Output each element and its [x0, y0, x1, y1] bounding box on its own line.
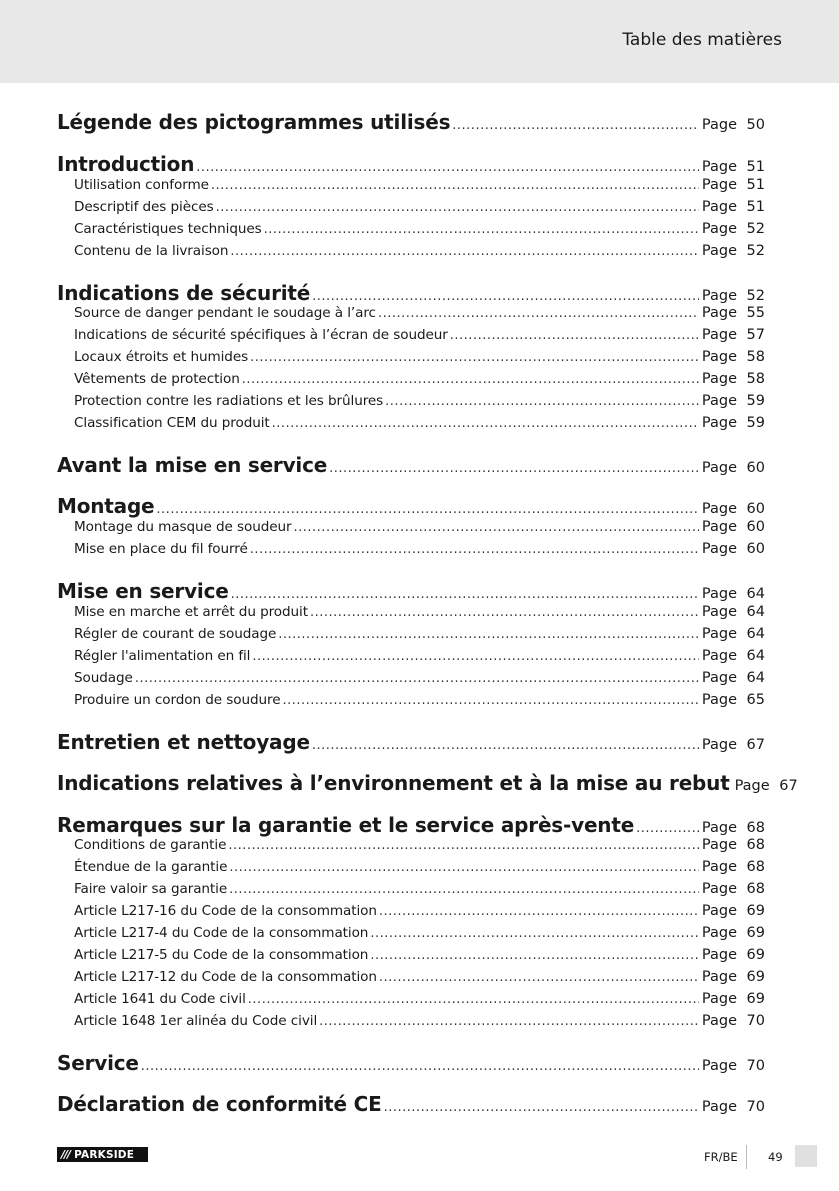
toc-subsection-row: [57, 243, 765, 265]
page-word: Page: [701, 541, 737, 557]
page-word: Page: [701, 604, 737, 620]
toc-subsection-row: [57, 947, 765, 969]
dot-leader: [250, 350, 699, 365]
toc-section-row: [57, 152, 765, 180]
dot-leader: [379, 970, 699, 985]
toc-entry-label: Article 1641 du Code civil: [74, 991, 246, 1007]
page-word: Page: [701, 586, 737, 602]
toc-entry-label: Produire un cordon de soudure: [74, 692, 281, 708]
toc-entry-label: Locaux étroits et humides: [74, 349, 249, 365]
toc-entry-label: Contenu de la livraison: [74, 243, 229, 259]
toc-page-number: 64: [746, 604, 765, 620]
toc-page-number: 52: [746, 288, 765, 304]
page-word: Page: [701, 670, 737, 686]
page-word: Page: [701, 1058, 737, 1074]
toc-page-number: 60: [746, 460, 765, 476]
toc-subsection-row: [57, 1013, 765, 1035]
toc-section-row: [57, 771, 798, 799]
toc-entry-label: Conditions de garantie: [74, 837, 227, 853]
toc-subsection-row: [57, 648, 765, 670]
toc-page-number: 57: [746, 327, 765, 343]
toc-page-number: 69: [746, 925, 765, 941]
toc-entry-label: Indications de sécurité spécifiques à l’écran de soudeur: [74, 327, 448, 343]
dot-leader: [252, 649, 699, 664]
toc-entry-label: Article L217-16 du Code de la consommation: [74, 903, 377, 919]
dot-leader: [370, 926, 699, 941]
dot-leader: [196, 160, 699, 175]
toc-entry-label: Protection contre les radiations et les brûlures: [74, 393, 384, 409]
page-word: Page: [701, 177, 737, 193]
dot-leader: [228, 838, 699, 853]
dot-leader: [379, 904, 699, 919]
toc-page-number: 70: [746, 1013, 765, 1029]
page-word: Page: [701, 626, 737, 642]
page-word: Page: [701, 648, 737, 664]
toc-entry-label: Descriptif des pièces: [74, 199, 214, 215]
page-word: Page: [701, 199, 737, 215]
toc-page-number: 60: [746, 519, 765, 535]
footer-divider: [746, 1145, 747, 1169]
toc-subsection-row: [57, 519, 765, 541]
toc-subsection-row: [57, 881, 765, 903]
page-corner-tab: [795, 1145, 817, 1167]
toc-page-number: 68: [746, 881, 765, 897]
dot-leader: [211, 178, 699, 193]
toc-entry-label: Faire valoir sa garantie: [74, 881, 228, 897]
toc-entry-label: Vêtements de protection: [74, 371, 240, 387]
dot-leader: [216, 200, 699, 215]
toc-page-number: 68: [746, 859, 765, 875]
toc-section-row: [57, 494, 765, 522]
page-word: Page: [701, 692, 737, 708]
page-word: Page: [701, 1099, 737, 1115]
page-word: Page: [701, 820, 737, 836]
logo-slashes: ///: [61, 1148, 71, 1161]
toc-page-number: 70: [746, 1099, 765, 1115]
toc-subsection-row: [57, 837, 765, 859]
dot-leader: [384, 1100, 699, 1115]
toc-entry-label: Source de danger pendant le soudage à l’arc: [74, 305, 376, 321]
dot-leader: [230, 244, 698, 259]
dot-leader: [229, 882, 699, 897]
toc-page-number: 58: [746, 371, 765, 387]
dot-leader: [452, 118, 699, 133]
toc-page-number: 64: [746, 648, 765, 664]
dot-leader: [264, 222, 699, 237]
toc-entry-label: Remarques sur la garantie et le service après-vente: [57, 813, 635, 837]
dot-leader: [278, 627, 699, 642]
toc-page-number: 69: [746, 947, 765, 963]
page-word: Page: [701, 501, 737, 517]
toc-subsection-row: [57, 349, 765, 371]
toc-section-row: [57, 453, 765, 481]
page-title: Table des matières: [622, 30, 782, 50]
toc-page-number: 69: [746, 969, 765, 985]
page-word: Page: [701, 159, 737, 175]
toc-section-row: [57, 579, 765, 607]
header-band: [0, 0, 839, 83]
toc-page-number: 70: [746, 1058, 765, 1074]
toc-subsection-row: [57, 670, 765, 692]
toc-entry-label: Légende des pictogrammes utilisés: [57, 110, 451, 134]
toc-subsection-row: [57, 626, 765, 648]
toc-subsection-row: [57, 199, 765, 221]
toc-page-number: 51: [746, 199, 765, 215]
page-word: Page: [701, 903, 737, 919]
toc-entry-label: Caractéristiques techniques: [74, 221, 262, 237]
dot-leader: [450, 328, 699, 343]
toc-subsection-row: [57, 925, 765, 947]
page-number: 49: [768, 1150, 783, 1164]
dot-leader: [141, 1059, 699, 1074]
toc-entry-label: Régler l'alimentation en fil: [74, 648, 251, 664]
page-word: Page: [701, 837, 737, 853]
page-word: Page: [701, 925, 737, 941]
toc-page-number: 68: [746, 820, 765, 836]
toc-page-number: 52: [746, 221, 765, 237]
toc-page-number: 67: [779, 778, 798, 794]
toc-entry-label: Indications de sécurité: [57, 281, 311, 305]
page-word: Page: [701, 1013, 737, 1029]
toc-subsection-row: [57, 221, 765, 243]
language-code: FR/BE: [704, 1150, 738, 1164]
toc-page-number: 68: [746, 837, 765, 853]
toc-page-number: 59: [746, 393, 765, 409]
toc-entry-label: Article L217-12 du Code de la consommation: [74, 969, 377, 985]
toc-subsection-row: [57, 371, 765, 393]
toc-page-number: 50: [746, 117, 765, 133]
parkside-logo: [57, 1147, 148, 1162]
toc-entry-label: Article 1648 1er alinéa du Code civil: [74, 1013, 318, 1029]
page-word: Page: [701, 305, 737, 321]
toc-page-number: 52: [746, 243, 765, 259]
page-word: Page: [701, 947, 737, 963]
page-word: Page: [701, 117, 737, 133]
toc-section-row: [57, 1092, 765, 1120]
toc-subsection-row: [57, 177, 765, 199]
page-word: Page: [701, 460, 737, 476]
toc-subsection-row: [57, 991, 765, 1013]
toc-entry-label: Soudage: [74, 670, 133, 686]
page-word: Page: [701, 415, 737, 431]
dot-leader: [242, 372, 699, 387]
dot-leader: [312, 289, 699, 304]
toc-page-number: 65: [746, 692, 765, 708]
toc-entry-label: Entretien et nettoyage: [57, 730, 310, 754]
toc-entry-label: Montage du masque de soudeur: [74, 519, 292, 535]
toc-subsection-row: [57, 415, 765, 437]
page-word: Page: [701, 969, 737, 985]
page-word: Page: [701, 221, 737, 237]
dot-leader: [385, 394, 699, 409]
toc-entry-label: Mise en place du fil fourré: [74, 541, 248, 557]
toc-entry-label: Mise en service: [57, 579, 229, 603]
toc-page-number: 69: [746, 991, 765, 1007]
dot-leader: [229, 860, 699, 875]
toc-page-number: 64: [746, 626, 765, 642]
toc-subsection-row: [57, 969, 765, 991]
toc-entry-label: Introduction: [57, 152, 195, 176]
toc-entry-label: Classification CEM du produit: [74, 415, 270, 431]
dot-leader: [250, 542, 699, 557]
toc-page-number: 51: [746, 177, 765, 193]
toc-page-number: 64: [746, 586, 765, 602]
dot-leader: [231, 587, 699, 602]
dot-leader: [156, 502, 698, 517]
dot-leader: [312, 738, 699, 753]
toc-page-number: 60: [746, 501, 765, 517]
page-word: Page: [701, 349, 737, 365]
toc-entry-label: Régler de courant de soudage: [74, 626, 277, 642]
toc-entry-label: Article L217-4 du Code de la consommation: [74, 925, 369, 941]
toc-entry-label: Déclaration de conformité CE: [57, 1092, 382, 1116]
toc-subsection-row: [57, 305, 765, 327]
toc-entry-label: Service: [57, 1051, 139, 1075]
dot-leader: [272, 416, 699, 431]
toc-entry-label: Utilisation conforme: [74, 177, 209, 193]
page-word: Page: [734, 778, 770, 794]
toc-subsection-row: [57, 692, 765, 714]
toc-page-number: 59: [746, 415, 765, 431]
dot-leader: [282, 693, 698, 708]
dot-leader: [294, 520, 699, 535]
page-word: Page: [701, 519, 737, 535]
dot-leader: [378, 306, 699, 321]
page-word: Page: [701, 393, 737, 409]
toc-subsection-row: [57, 393, 765, 415]
dot-leader: [135, 671, 699, 686]
toc-page-number: 51: [746, 159, 765, 175]
page-word: Page: [701, 991, 737, 1007]
toc-entry-label: Article L217-5 du Code de la consommation: [74, 947, 369, 963]
page-word: Page: [701, 243, 737, 259]
toc-page-number: 58: [746, 349, 765, 365]
toc-section-row: [57, 730, 765, 758]
toc-subsection-row: [57, 903, 765, 925]
page-word: Page: [701, 371, 737, 387]
page-word: Page: [701, 327, 737, 343]
dot-leader: [329, 461, 699, 476]
toc-subsection-row: [57, 859, 765, 881]
page-word: Page: [701, 881, 737, 897]
toc-entry-label: Indications relatives à l’environnement et à la mise au rebut: [57, 771, 730, 795]
dot-leader: [319, 1014, 699, 1029]
page-word: Page: [701, 859, 737, 875]
toc-entry-label: Étendue de la garantie: [74, 859, 228, 875]
toc-subsection-row: [57, 541, 765, 563]
toc-section-row: [57, 110, 765, 138]
toc-subsection-row: [57, 327, 765, 349]
page-word: Page: [701, 288, 737, 304]
toc-entry-label: Montage: [57, 494, 155, 518]
page-word: Page: [701, 737, 737, 753]
dot-leader: [248, 992, 699, 1007]
toc-entry-label: Avant la mise en service: [57, 453, 328, 477]
toc-section-row: [57, 1051, 765, 1079]
toc-page-number: 60: [746, 541, 765, 557]
toc-page-number: 55: [746, 305, 765, 321]
logo-text: PARKSIDE: [74, 1148, 135, 1161]
toc-page-number: 69: [746, 903, 765, 919]
toc-subsection-row: [57, 604, 765, 626]
toc-entry-label: Mise en marche et arrêt du produit: [74, 604, 308, 620]
dot-leader: [310, 605, 699, 620]
dot-leader: [370, 948, 699, 963]
toc-page-number: 64: [746, 670, 765, 686]
toc-page-number: 67: [746, 737, 765, 753]
dot-leader: [636, 821, 699, 836]
